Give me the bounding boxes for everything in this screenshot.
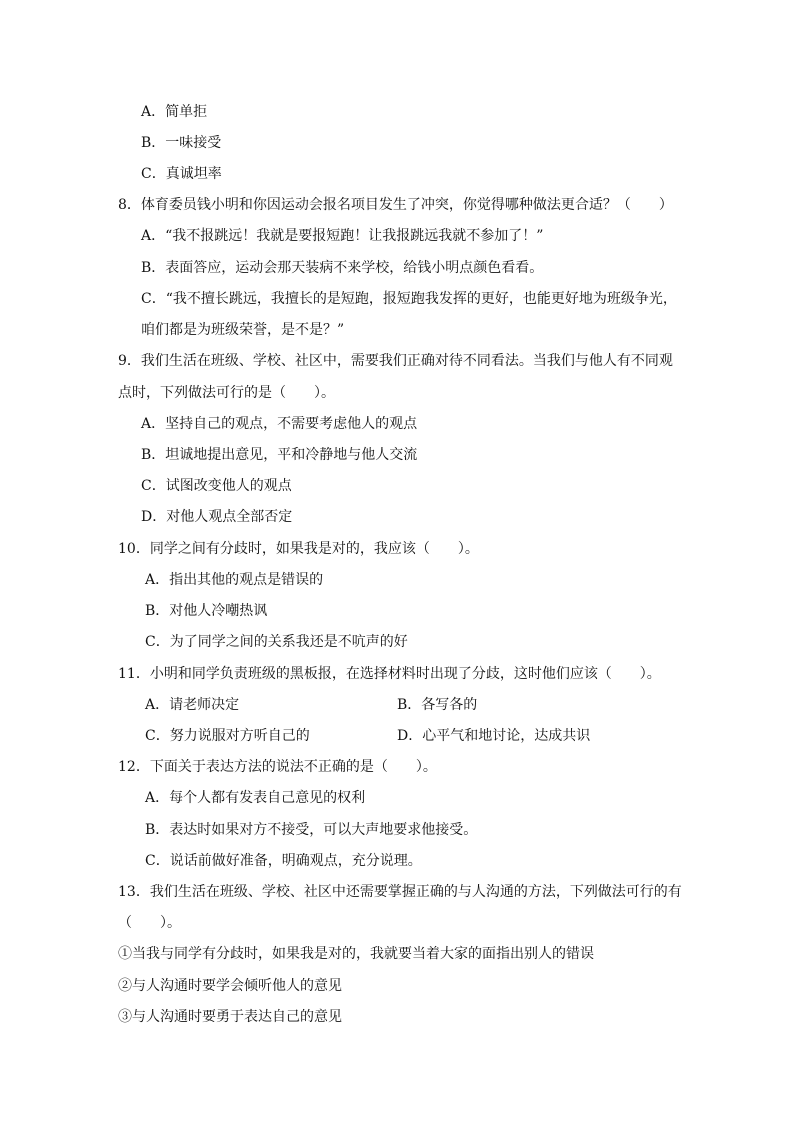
q9-stem-line2: 点时，下列做法可行的是（ ）。 — [118, 385, 335, 401]
q13-item-3: ③与人沟通时要勇于表达自己的意见 — [118, 1009, 342, 1025]
q11-option-a: A．请老师决定 — [145, 697, 240, 713]
q9-stem-line1: 9．我们生活在班级、学校、社区中，需要我们正确对待不同看法。当我们与他人有不同观 — [118, 353, 673, 369]
q11-stem: 11．小明和同学负责班级的黑板报，在选择材料时出现了分歧，这时他们应该（ ）。 — [118, 666, 661, 682]
q9-option-b: B．坦诚地提出意见，平和冷静地与他人交流 — [141, 447, 418, 463]
q9-option-a: A．坚持自己的观点，不需要考虑他人的观点 — [141, 416, 418, 432]
q11-option-b: B．各写各的 — [397, 697, 478, 713]
q13-stem-line2: （ ）。 — [118, 915, 181, 931]
q9-option-c: C．试图改变他人的观点 — [141, 478, 292, 494]
q12-option-c: C．说话前做好准备，明确观点，充分说理。 — [145, 853, 422, 869]
q10-option-c: C．为了同学之间的关系我还是不吭声的好 — [145, 634, 408, 650]
q13-stem-line1: 13．我们生活在班级、学校、社区中还需要掌握正确的与人沟通的方法，下列做法可行的有 — [118, 884, 682, 900]
q7-option-b: B．一味接受 — [141, 135, 222, 151]
q8-option-a: A．“我不报跳远！我就是要报短跑！让我报跳远我就不参加了！” — [141, 228, 544, 244]
q12-option-b: B．表达时如果对方不接受，可以大声地要求他接受。 — [145, 822, 478, 838]
q8-option-c: C．“我不擅长跳远，我擅长的是短跑，报短跑我发挥的更好，也能更好地为班级争光， — [141, 291, 677, 307]
q10-option-b: B．对他人冷嘲热讽 — [145, 603, 268, 619]
q12-stem: 12．下面关于表达方法的说法不正确的是（ ）。 — [118, 759, 437, 775]
q11-option-d: D．心平气和地讨论，达成共识 — [397, 728, 591, 744]
q7-option-a: A．简单拒 — [141, 104, 208, 120]
q8-stem: 8．体育委员钱小明和你因运动会报名项目发生了冲突，你觉得哪种做法更合适？（ ） — [118, 197, 673, 213]
q7-option-c: C．真诚坦率 — [141, 166, 222, 182]
q13-item-2: ②与人沟通时要学会倾听他人的意见 — [118, 978, 342, 994]
q13-item-1: ①当我与同学有分歧时，如果我是对的，我就要当着大家的面指出别人的错误 — [118, 946, 594, 962]
q11-option-c: C．努力说服对方听自己的 — [145, 728, 310, 744]
q12-option-a: A．每个人都有发表自己意见的权利 — [145, 790, 366, 806]
q10-option-a: A．指出其他的观点是错误的 — [145, 572, 324, 588]
q10-stem: 10．同学之间有分歧时，如果我是对的，我应该（ ）。 — [118, 541, 479, 557]
q9-option-d: D．对他人观点全部否定 — [141, 509, 293, 525]
q8-option-b: B．表面答应，运动会那天装病不来学校，给钱小明点颜色看看。 — [141, 260, 544, 276]
q8-option-c-continued: 咱们都是为班级荣誉，是不是？” — [141, 322, 345, 338]
